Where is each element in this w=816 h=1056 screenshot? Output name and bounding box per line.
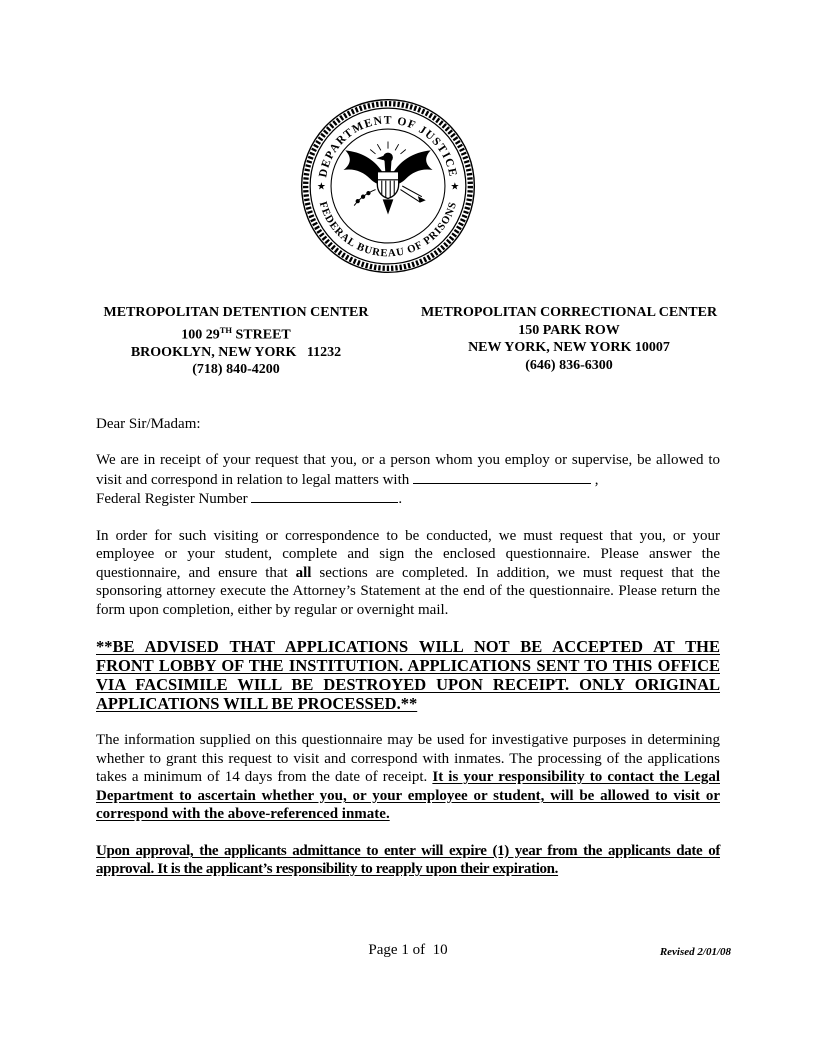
page-number: Page 1 of 10 — [368, 942, 448, 958]
doj-seal — [0, 0, 796, 280]
letterhead — [96, 304, 720, 379]
mcc-name: METROPOLITAN CORRECTIONAL CENTER — [420, 305, 718, 320]
ordinal-suffix: TH — [219, 324, 233, 335]
register-number-blank — [251, 489, 398, 503]
request-text: We are in receipt of your request that you, or a person whom you employ or supervise, be allowed to visit and correspond in relation to legal matters with — [96, 452, 720, 488]
mdc-name: METROPOLITAN DETENTION CENTER — [103, 305, 369, 320]
seal-top-text: DEPARTMENT OF JUSTICE — [316, 113, 460, 179]
paragraph-warning: **BE ADVISED THAT APPLICATIONS WILL NOT BE ACCEPTED AT THE FRONT LOBBY OF THE INSTITUTION. APPLICATIONS SENT TO THIS OFFICE VIA FACSIMILE WILL BE DESTROYED UPON RECEIPT. ONLY ORIGINAL APPLICATIONS WILL BE PROCESSED.** — [96, 637, 720, 714]
doj-bop-seal-graphic — [299, 97, 477, 275]
paragraph-request: We are in receipt of your request that you, or a person whom you employ or supervise, be allowed to visit and correspond in relation to legal matters with , Federal Register Number . — [96, 452, 720, 508]
revision-note: Revised 2/01/08 — [659, 946, 731, 958]
responsibility-emphasis: It is your responsibility to contact the Legal Department to ascertain whether you, or your employee or student, will be allowed to visit or correspond with the above-referenced inmate. — [96, 769, 720, 823]
mdc-city: BROOKLYN, NEW YORK 11232 — [130, 344, 342, 360]
paragraph-processing: The information supplied on this questionnaire may be used for investigative purposes in determining whether to grant this request to visit and correspond with inmates. The processing of the applications takes a minimum of 14 days from the date of receipt. It is your responsibility to contact the Legal Department to ascertain whether you, or your employee or student, will be allowed to visit or correspond with the above-referenced inmate. — [96, 732, 720, 823]
mdc-street: 100 29TH STREET — [181, 324, 291, 343]
seal-bottom-text: FEDERAL BUREAU OF PRISONS — [316, 200, 460, 260]
paragraph-questionnaire: In order for such visiting or correspondence to be conducted, we must request that you, or your employee or your student, complete and sign the enclosed questionnaire. Please answer the questionnaire, and ensure that all sections are completed. In addition, we must request that the sponsoring attorney execute the Attorney’s Statement at the end of the questionnaire. Please return the form upon completion, either by regular or overnight mail. — [96, 527, 720, 618]
mcc-street: 150 PARK ROW — [518, 322, 620, 338]
paragraph-expiration: Upon approval, the applicants admittance to enter will expire (1) year from the applicants date of approval. It is the applicant’s responsibility to reapply upon their expiration. — [96, 842, 720, 878]
mdc-phone: (718) 840-4200 — [192, 362, 280, 378]
mcc-city: NEW YORK, NEW YORK 10007 — [468, 340, 670, 355]
all-emphasis: all — [295, 564, 312, 581]
mcc-phone: (646) 836-6300 — [525, 357, 613, 373]
salutation: Dear Sir/Madam: — [96, 415, 201, 432]
letterhead-mcc — [418, 304, 720, 379]
seal-right-star-icon: ★ — [450, 181, 460, 193]
page-footer — [0, 942, 816, 958]
inmate-name-blank — [413, 470, 591, 484]
register-number-label: Federal Register Number — [96, 491, 252, 508]
seal-left-star-icon: ★ — [316, 181, 326, 193]
letterhead-mdc — [96, 304, 376, 379]
letter-body — [96, 415, 720, 879]
